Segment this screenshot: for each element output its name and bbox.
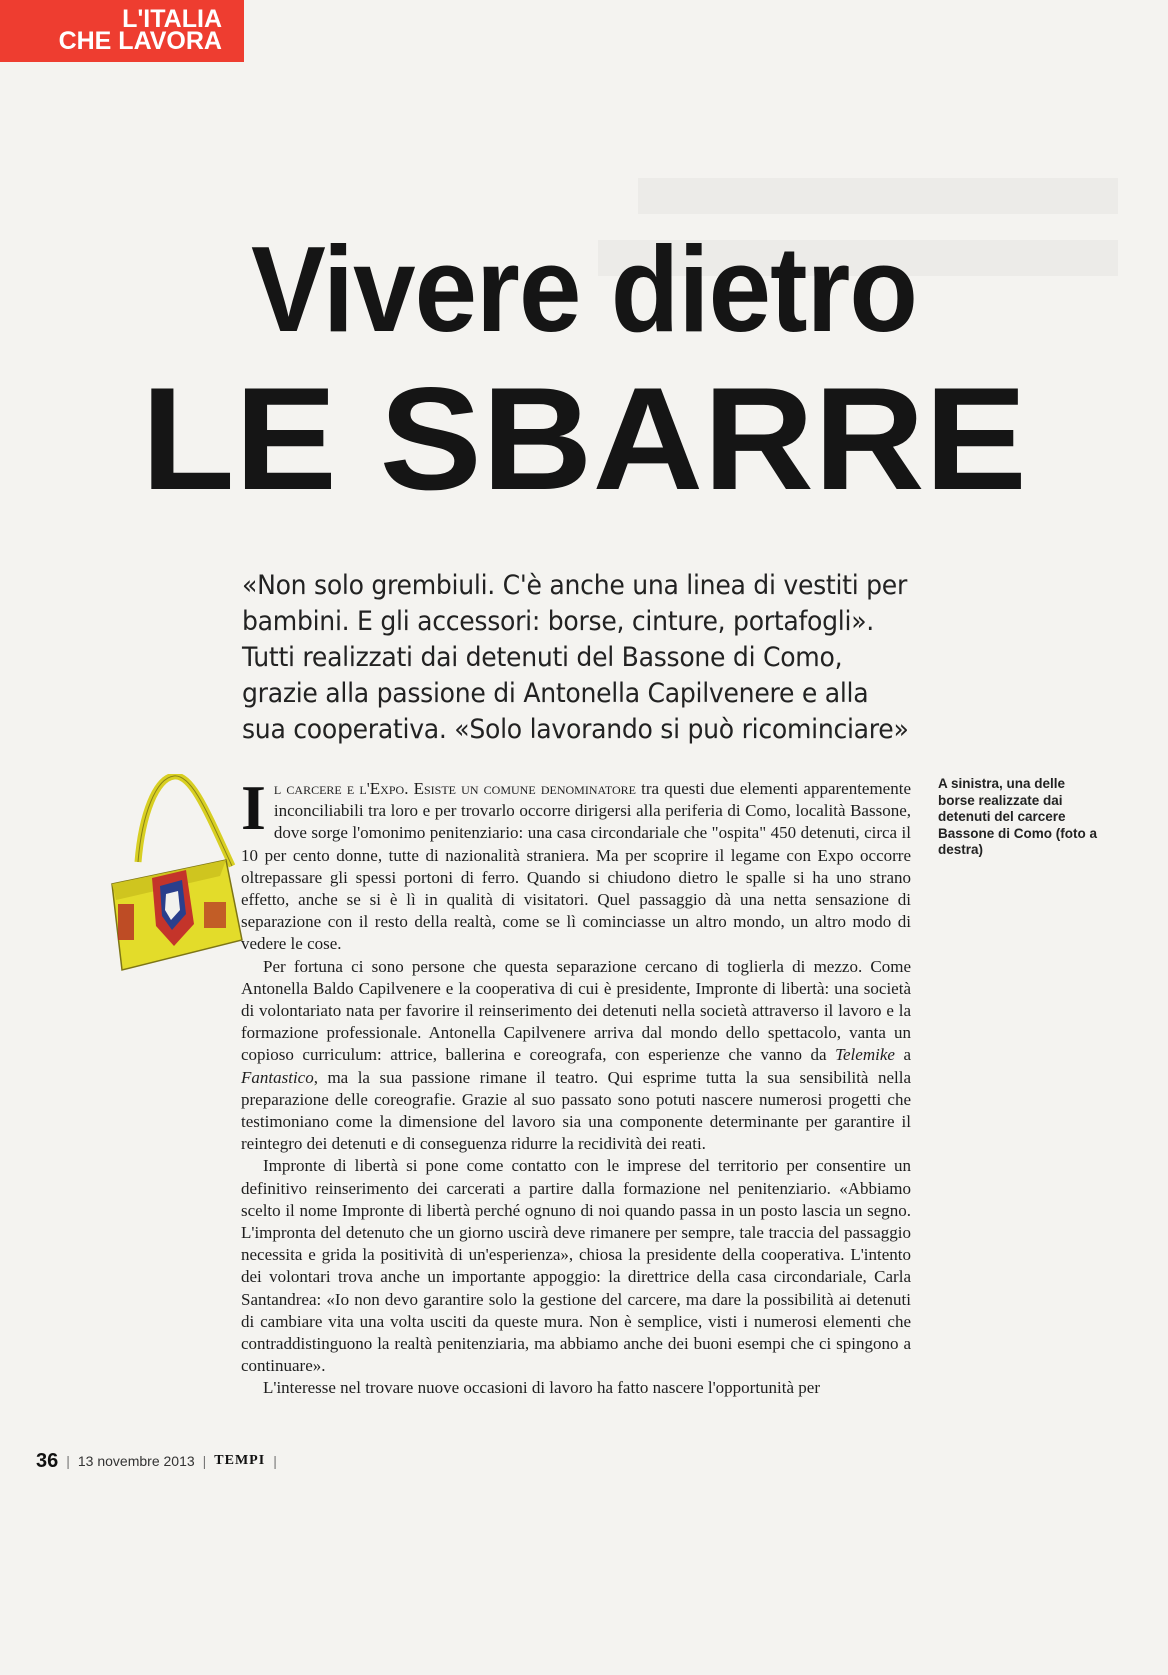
section-tag-line1: L'ITALIA <box>122 5 222 33</box>
drop-cap: I <box>241 772 266 843</box>
footer-separator: | <box>66 1453 70 1469</box>
italic-title: Fantastico <box>241 1067 314 1087</box>
paragraph-text: Per fortuna ci sono persone che questa separazione cercano di toglierla di mezzo. Come Antonella Baldo Capilvenere e la cooperativa di cui è presidente, Impronte di libertà: una società di volontariato nata per favorire il reinserimento dei detenuti nella società attraverso il lavoro e la formazione professionale. Antonella Capilvenere arriva dal mondo dello spettacolo, vanta un copioso curriculum: attrice, ballerina e coreografa, con esperienze che vanno da <box>241 956 911 1065</box>
article-paragraph <box>241 772 912 956</box>
issue-date: 13 novembre 2013 <box>77 1453 195 1469</box>
italic-title: Telemike <box>835 1045 895 1065</box>
lead-line: sua cooperativa. «Solo lavorando si può ricominciare» <box>242 714 909 745</box>
article-paragraph: Impronte di libertà si pone come contatto con le imprese del territorio per consentire un definitivo reinserimento dei carcerati a partire dalla formazione nel penitenziario. «Abbiamo scelto il nome Impronte di libertà perché ognuno di noi quando passa in un posto lascia un segno. L'impronta del detenuto che un giorno uscirà deve rimanere per sempre, tale traccia del passaggio necessita e grida la positività di un'esperienza», chiosa la presidente della cooperativa. L'intento dei volontari trova anche un importante appoggio: la direttrice della casa circondariale, Carla Santandrea: «Io non devo garantire solo la gestione del carcere, ma dare la possibilità ai detenuti di cambiare vita una volta usciti da queste mura. Non è semplice, visti i numerosi elementi che contraddistinguono la realtà penitenziaria, ma abbiamo anche dei buoni esempi che ci spingono a continuare». <box>241 1156 911 1376</box>
page-footer <box>36 1449 277 1473</box>
bag-strap-edge <box>138 776 232 866</box>
opening-smallcaps: l carcere e l'Expo. Esiste un comune denominatore <box>273 779 636 798</box>
lead-line: grazie alla passione di Antonella Capilvenere e alla <box>242 678 869 709</box>
section-tag <box>0 0 244 62</box>
headline-line2: LE SBARRE <box>141 357 1027 520</box>
bag-side-print <box>118 904 134 940</box>
lead-line: «Non solo grembiuli. C'è anche una linea di vestiti per <box>242 570 908 601</box>
lead-line: bambini. E gli accessori: borse, cinture, portafogli». <box>242 606 874 637</box>
article-paragraph <box>241 956 911 1156</box>
article-paragraph: L'interesse nel trovare nuove occasioni di lavoro ha fatto nascere l'opportunità per <box>263 1378 820 1398</box>
bag-strap <box>138 776 232 866</box>
footer-separator: | <box>273 1453 277 1469</box>
section-tag-line2: CHE LAVORA <box>58 27 222 55</box>
paragraph-text: a <box>894 1045 911 1065</box>
bag-corner-print <box>204 902 226 928</box>
article-body <box>241 772 912 1400</box>
photo-caption: A sinistra, una delle borse realizzate dai detenuti del carcere Bassone di Como (foto a destra) <box>938 776 1098 857</box>
magazine-name: TEMPI <box>214 1453 266 1468</box>
paragraph-text: , ma la sua passione rimane il teatro. Qui esprime tutta la sua sensibilità nella preparazione delle coreografie. Grazie al suo passato sono potuti nascere numerosi progetti che testimoniano come la dimensione del lavoro sia una componente determinante per garantire il reintegro dei detenuti e di conseguenza ridurre la recidività dei reati. <box>241 1067 911 1154</box>
lead-paragraph <box>242 568 932 748</box>
lead-line: Tutti realizzati dai detenuti del Bassone di Como, <box>242 642 843 673</box>
paragraph-text: tra questi due elementi apparentemente inconciliabili tra loro e per trovarlo occorre dirigersi alla periferia di Como, località Bassone, dove sorge l'omonimo penitenziario: una casa circondariale che "ospita" 450 detenuti, circa il 10 per cento donne, tutte di nazionalità straniera. Ma per scoprire il legame con Expo occorre oltrepassare gli spessi portoni di ferro. Quando si chiudono dietro le spalle si ha uno strano effetto, anche se si è lì in qualità di visitatori. Quel passaggio dà una netta sensazione di separazione con il resto della realtà, come se lì cominciasse un altro mondo, un altro modo di vedere le cose. <box>241 779 912 954</box>
footer-separator: | <box>202 1453 207 1469</box>
page-number: 36 <box>36 1449 59 1472</box>
headline-line1: Vivere dietro <box>251 221 917 357</box>
handbag-photo <box>108 774 248 974</box>
